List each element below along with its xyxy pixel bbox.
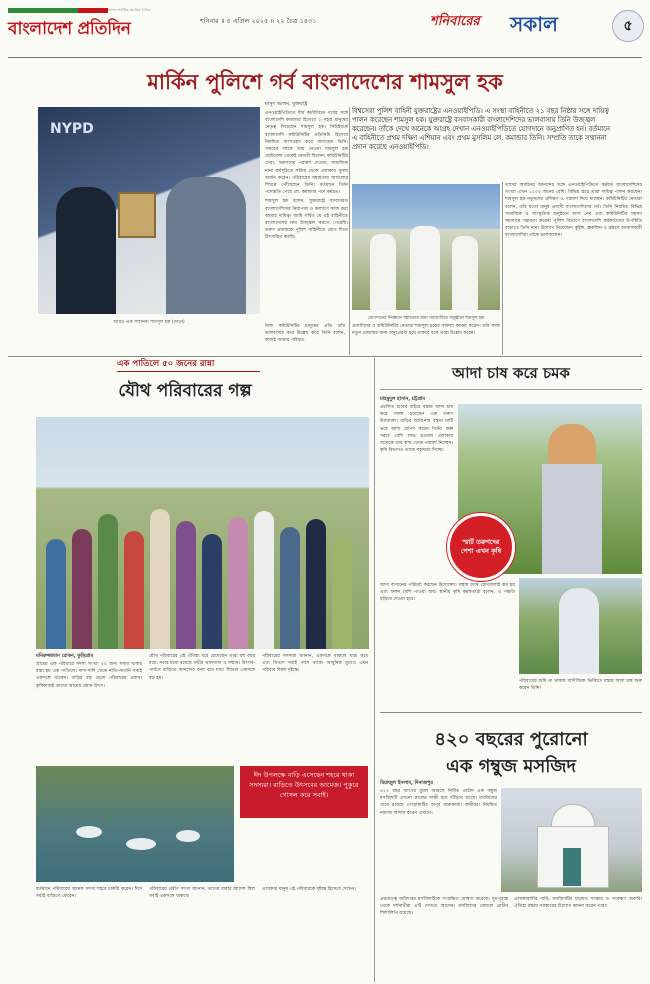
top-story-byline: মাসুদ আলম, যুক্তরাষ্ট্র <box>265 101 308 107</box>
person <box>410 226 440 310</box>
family-group <box>46 472 360 649</box>
farmer <box>559 588 599 674</box>
mosque-story-column-2: প্রত্নতত্ত্ব অধিদপ্তর মসজিদটিকে সংরক্ষিত ঘোষণা করেছে। দূর-দূরান্ত থেকে দর্শনার্থীরা এটি দেখতে আসেন। মসজিদের দেয়ালে প্রাচীন শিলালিপি রয়েছে। <box>380 897 508 917</box>
family-story-column-2: যৌথ পরিবারের এই ঐতিহ্য ধরে রেখেছেন তারা বহু বছর ধরে। সবার মধ্যে রয়েছে গভীর ভালবাসা ও সম্মান। উৎসব-পার্বণে বাড়িতে আনন্দের বন্যা বয়ে যায়। শিশুরা একসঙ্গে বড় হয়। <box>149 654 255 681</box>
section-divider <box>8 356 642 357</box>
column-divider <box>502 182 503 355</box>
top-story-headline[interactable]: মার্কিন পুলিশে গর্ব বাংলাদেশের শামসুল হক <box>147 70 503 94</box>
person <box>150 509 170 649</box>
person <box>332 537 352 649</box>
logo-strip-green <box>8 8 78 13</box>
award-plaque <box>118 192 156 238</box>
person <box>46 539 66 649</box>
masthead <box>0 0 650 58</box>
top-story-intro <box>352 107 614 180</box>
dateline: শনিবার ॥ ৫ এপ্রিল ২০২৫ ॥ ২২ চৈত্র ১৪৩১ <box>200 17 317 25</box>
ginger-story-badge: স্মার্ট তরুণদের পেশা এখন কৃষি <box>447 513 515 581</box>
person <box>370 234 396 310</box>
farmer-shirt <box>542 464 602 574</box>
ginger-story-headline[interactable]: আদা চাষ করে চমক <box>452 364 570 382</box>
person <box>280 527 300 649</box>
award-photo-caption: আরও এক সম্মাননা শামসুল হক (ডানে) <box>113 320 185 325</box>
top-story-column-b1: নিজ কমিউনিটির মানুষের প্রতি তাঁর ভালবাসার কথা উল্লেখ করে তিনি বলেন, কাজই আমার পরিচয়। <box>265 324 345 344</box>
logo-strip-red <box>78 8 108 13</box>
paragraph: এনওয়াইপিডিতে দীর্ঘ কর্মজীবনে গর্বের সঙ্গে বাংলাদেশি কমান্ডার হিসেবে ২ সহস্র মানুষের নেতৃত্ব দিয়েছেন শামসুল হক। নিউইয়র্কে বাংলাদেশি কমিউনিটির প্রতিনিধি হিসেবে নিয়মিত অংশগ্রহণ করে আসছেন তিনি। সত্তরের দশকে জন্ম নেওয়া শামসুল হক ছোটবেলা থেকেই মেধাবী ছিলেন। কমিউনিটির সেবা, তরুণদের পরামর্শ দেওয়া, সামাজিক নানা কর্মসূচিতে সক্রিয় থেকে এলাকায় সুনাম অর্জন করেন। পরিবারের সহায়তায় সাফল্যের শিখরে পৌঁছেছেন তিনি। বর্তমানে তিনি পদোন্নতি পেয়ে লে. কমান্ডার পদে কর্মরত। <box>265 111 348 196</box>
swimmer <box>126 838 156 850</box>
ginger-story-column-1: প্রচলিত চাষের বাইরে বস্তায় আদা চাষ করে সফল হয়েছেন এক তরুণ উদ্যোক্তা। বাড়ির আঙিনায় বস্তায় মাটি ভরে আদা রোপণ করেন তিনি। অল্প খরচে বেশি লাভ হওয়ায় এলাকার অনেকে তার কাছ থেকে পরামর্শ নিচ্ছেন। কৃষি বিভাগও তাকে সহায়তা দিচ্ছে। <box>380 405 453 454</box>
masthead-divider <box>8 57 642 58</box>
person <box>452 236 478 310</box>
section-brand-prefix: শনিবারের <box>430 14 480 29</box>
page-number: ৫ <box>612 10 644 42</box>
headline-rule <box>380 389 642 390</box>
family-story-column-6: এলাকার মানুষ এই পরিবারকে দৃষ্টান্ত হিসেবে দেখেন। <box>262 887 356 892</box>
paragraph: শামসুল হক বলেন, যুক্তরাষ্ট্রে বসবাসরত বাংলাদেশিদের নিরাপত্তা ও কল্যাণে কাজ করা আমার দায়িত্ব। আমি গর্বিত যে এই বাহিনীতে বাংলাদেশের নাম উজ্জ্বল করতে পেরেছি। তরুণ প্রজন্মকে পুলিশ বাহিনীতে যোগ দিতে উৎসাহিত করছি। <box>265 199 348 241</box>
intro-text: বিশ্বসেরা পুলিশ বাহিনী যুক্তরাষ্ট্রের এনওয়াইপিডি। এ সংস্থা বাহিনীতে ২১ বছর নিষ্ঠার সঙ্গে দায়িত্ব পালন করেছেন শামসুল হক। যুক্তরাষ্ট্রে বসবাসকারী বাংলাদেশিদের ভালবাসায় তিনি উজ্জ্বল করেছেন। তাঁকে দেখে অনেকে আগ্রহ দেখান এনওয়াইপিডিতে যোগদানে অনুপ্রাণিত হন। বর্তমানে এ বাহিনীতে প্রথম দক্ষিণ এশিয়ান এবং প্রথম মুসলিম লে. কমান্ডার তিনি। সম্প্রতি তাকে সম্মাননা প্রদান করেছে এনওয়াইপিডি। <box>352 107 610 151</box>
person <box>72 529 92 649</box>
person <box>254 511 274 649</box>
vertical-divider <box>374 358 375 982</box>
logo-text: বাংলাদেশ প্রতিদিন <box>8 19 131 39</box>
person <box>98 514 118 649</box>
family-story-column-5: পরিবারের প্রবীণ সদস্য জানান, তাদের বাবার আদেশ ছিল সবাই একসঙ্গে থাকবে। <box>149 887 255 900</box>
top-story-column-b2: প্রবাসীদের ও কমিউনিটির নেতারা শামসুল হকের সাফল্য কামনা করেন। তাঁর কাজ নতুন প্রজন্মের জন্য অনুপ্রেরণা হয়ে থাকবে বলে তারা উল্লেখ করেন। <box>352 324 500 337</box>
mosque-story-byline: রিয়াজুল ইসলাম, দিনাজপুর <box>380 781 433 786</box>
ginger-field-photo <box>519 578 642 674</box>
ginger-field-caption: পরিবারের জমি না থাকায় বাণিজ্যিক ভিত্তিতে বস্তায় আদা চাষ শুরু করেন তিনি। <box>519 679 642 692</box>
mosque-story-headline-line-2[interactable]: এক গম্বুজ মসজিদ <box>446 756 576 777</box>
mosque-story-column-1: ৪২০ বছর আগের মুঘল আমলে নির্মিত প্রাচীন এক গম্বুজ মসজিদটি এখনো কালের সাক্ষী হয়ে দাঁড়িয়ে আছে। মসজিদের গায়ে রয়েছে পোড়ামাটির অপূর্ব কারুকাজ। স্থানীয়রা নিয়মিত নামাজ আদায় করেন এখানে। <box>380 789 497 816</box>
family-story-kicker: এক পাতিলে ৫০ জনের রান্না <box>117 359 215 369</box>
person <box>124 531 144 649</box>
volunteers-photo <box>352 184 500 310</box>
top-story-column-right: তাদের অর্জনের আনন্দের সঙ্গে এনওয়াইপিডিতে কর্মরত বাংলাদেশিদের সংখ্যা এখন ১২০০ জনের বেশি। বিভিন্ন স্তরে তারা দায়িত্ব পালন করছেন। শামসুল হক নতুনদের প্রশিক্ষণ ও পরামর্শ দিয়ে যাচ্ছেন। কমিউনিটির নেতারা বলেন, তাঁর মতো মানুষ প্রবাসী বাংলাদেশিদের গর্ব। তিনি নিয়মিত বিভিন্ন সামাজিক ও সাংস্কৃতিক অনুষ্ঠানে অংশ নেন এবং কমিউনিটির সমস্যা সমাধানে সহায়তা করেন। পুলিশ বিভাগে বাংলাদেশি কর্মকর্তাদের উপস্থিতি বাড়াতে তিনি নানা উদ্যোগ নিয়েছেন। কুইন্স, ব্রুকলিন ও ব্রঙ্কসে বসবাসকারী বাংলাদেশিরা তাঁকে ভালবাসেন। <box>505 183 642 239</box>
column-divider <box>349 107 350 355</box>
family-story-lower-columns <box>36 886 369 982</box>
section-divider <box>380 712 642 713</box>
family-story-byline: মনিরুজ্জামান রোকন, কুড়িগ্রাম <box>36 654 94 659</box>
ginger-story-byline: মাহমুদুল হাসান, চট্টগ্রাম <box>380 397 426 402</box>
section-brand <box>430 10 605 44</box>
mosque-story-headline-line-1[interactable]: ৪২০ বছরের পুরোনো <box>434 729 588 750</box>
family-story-column-1: গ্রামের এক পরিবারে সদস্য সংখ্যা ৫০ জন। সবার খাবার রান্না হয় এক পাতিলে। দাদা-দাদি থেকে নাতি-নাতনি সবাই একসঙ্গে থাকেন। বাড়ির বড় ছেলে পরিবারের প্রধান। কৃষিকাজই তাদের আয়ের প্রধান উৎস। <box>36 662 142 689</box>
family-group-photo <box>36 417 369 649</box>
photo-backdrop-text: NYPD <box>50 121 94 137</box>
section-brand-name: সকাল <box>510 12 558 36</box>
mosque-photo <box>501 788 642 892</box>
kicker-underline <box>117 371 260 372</box>
ginger-story-column-2: আদা বাগানের পরিচর্যা করছেন উদ্যোক্তা। বস্তায় চাষে রোগবালাই কম হয় এবং ফলন বেশি পাওয়া যায়। স্থানীয় কৃষি কর্মকর্তারা বলেন, এ পদ্ধতি ছড়িয়ে দেওয়া হবে। <box>380 583 515 603</box>
swimmer <box>176 830 200 842</box>
mosque-story-column-3: এলাকাবাসীর দাবি, মসজিদটির যথাযথ সংস্কার ও সংরক্ষণ জরুরি। ঐতিহ্য রক্ষায় সরকারের উদ্যোগ কামনা করেন তারা। <box>514 897 642 910</box>
family-story-pull-quote: ঈদ উপলক্ষে বাড়ি এসেছেন শহরে থাকা সদস্যরা। বাড়িতে উৎসবের আমেজ। পুকুরে গোসল করে সবাই। <box>240 766 368 818</box>
newspaper-logo[interactable] <box>8 8 188 50</box>
mosque-door <box>563 848 581 886</box>
volunteers-photo-caption: যোগদানের নিবন্ধনে সহায়তার জন্য আয়োজিত অনুষ্ঠানে শামসুল হক <box>367 316 485 321</box>
person <box>202 534 222 649</box>
top-story-column-1 <box>265 110 348 355</box>
swimmer <box>76 826 102 838</box>
award-photo <box>38 107 260 314</box>
family-story-upper-columns <box>36 653 369 763</box>
person <box>228 517 248 649</box>
person-right <box>166 177 246 314</box>
family-story-headline[interactable]: যৌথ পরিবারের গল্প <box>118 381 252 401</box>
person <box>306 519 326 649</box>
family-story-column-3: পরিবারের সদস্যরা জানান, একসঙ্গে থাকলে খরচ কমে এবং বিপদে সবাই পাশে থাকে। আধুনিক যুগেও এমন পরিবার বিরল দৃষ্টান্ত। <box>262 654 368 674</box>
mosque-story-lower-columns <box>380 896 642 982</box>
family-story-column-4: বর্তমানে পরিবারের অনেক সদস্য শহরে চাকরি করেন। ঈদে সবাই বাড়িতে ফেরেন। <box>36 887 142 900</box>
pond-swimming-photo <box>36 766 234 882</box>
person-left <box>56 187 116 314</box>
person <box>176 521 196 649</box>
logo-tagline: দেশের সর্বাধিক প্রচারিত দৈনিক <box>108 8 151 12</box>
